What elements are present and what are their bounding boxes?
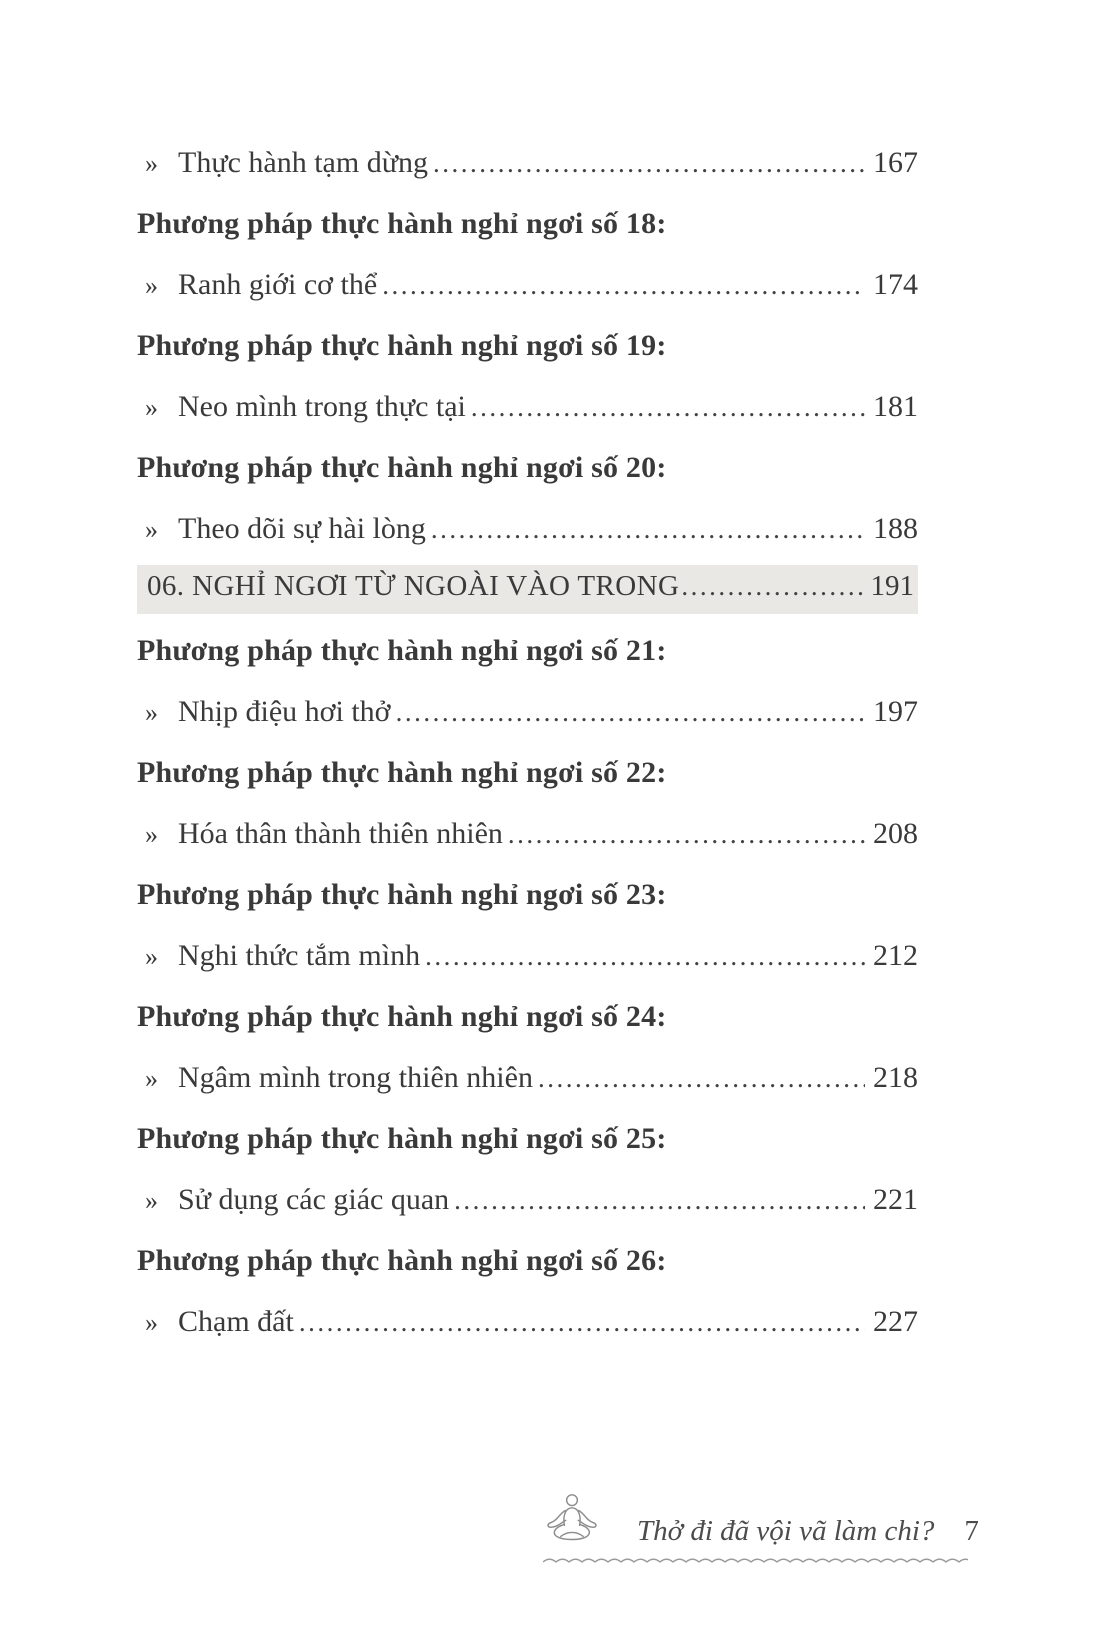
toc-entry-row (137, 498, 918, 559)
table-of-contents (137, 132, 918, 1352)
toc-entry-label: Neo mình trong thực tại (178, 390, 466, 423)
toc-section-heading-row (137, 620, 918, 681)
bullet-icon: » (145, 515, 158, 544)
dot-leader (382, 255, 865, 320)
toc-section-heading-row (137, 742, 918, 803)
toc-entry-label: Thực hành tạm dừng (178, 146, 428, 179)
toc-entry-page-number: 218 (873, 1061, 918, 1094)
dot-leader (433, 133, 865, 198)
page-footer (543, 1498, 979, 1566)
dot-leader (431, 499, 865, 564)
book-tagline: Thở đi đã vội vã làm chi? (637, 1515, 935, 1547)
toc-section-heading-row (137, 986, 918, 1047)
toc-entry-page-number: 197 (873, 695, 918, 728)
dot-leader (508, 804, 865, 869)
bullet-icon: » (145, 271, 158, 300)
bullet-icon: » (145, 1064, 158, 1093)
toc-entry-row (137, 1047, 918, 1108)
toc-entry-label: Ngâm mình trong thiên nhiên (178, 1061, 533, 1094)
footer-row (543, 1498, 979, 1550)
toc-entry-row (137, 803, 918, 864)
dot-leader (471, 377, 865, 442)
bullet-icon: » (145, 820, 158, 849)
toc-section-heading-label: Phương pháp thực hành nghỉ ngơi số 22: (137, 756, 667, 789)
bullet-icon: » (145, 1308, 158, 1337)
toc-entry-row (137, 376, 918, 437)
toc-chapter-page-number: 191 (870, 570, 914, 602)
bullet-icon: » (145, 698, 158, 727)
toc-section-heading-row (137, 1230, 918, 1291)
toc-chapter-highlight (137, 565, 918, 614)
toc-entry-page-number: 167 (873, 146, 918, 179)
dot-leader (425, 926, 865, 991)
toc-entry-row (137, 1291, 918, 1352)
toc-section-heading-label: Phương pháp thực hành nghỉ ngơi số 26: (137, 1244, 667, 1277)
toc-entry-label: Ranh giới cơ thể (178, 268, 378, 301)
toc-entry-page-number: 227 (873, 1305, 918, 1338)
toc-chapter-row (137, 559, 918, 620)
toc-section-heading-row (137, 315, 918, 376)
toc-entry-row (137, 681, 918, 742)
toc-chapter-label: 06. NGHỈ NGƠI TỪ NGOÀI VÀO TRONG (147, 570, 680, 602)
toc-entry-row (137, 254, 918, 315)
dot-leader (454, 1170, 865, 1235)
toc-section-heading-label: Phương pháp thực hành nghỉ ngơi số 24: (137, 1000, 667, 1033)
toc-section-heading-row (137, 437, 918, 498)
toc-section-heading-label: Phương pháp thực hành nghỉ ngơi số 20: (137, 451, 667, 484)
toc-entry-page-number: 174 (873, 268, 918, 301)
bullet-icon: » (145, 393, 158, 422)
toc-entry-row (137, 925, 918, 986)
toc-section-heading-label: Phương pháp thực hành nghỉ ngơi số 18: (137, 207, 667, 240)
bullet-icon: » (145, 942, 158, 971)
toc-section-heading-label: Phương pháp thực hành nghỉ ngơi số 21: (137, 634, 667, 667)
toc-section-heading-row (137, 193, 918, 254)
toc-entry-row (137, 1169, 918, 1230)
toc-entry-page-number: 181 (873, 390, 918, 423)
toc-entry-page-number: 188 (873, 512, 918, 545)
toc-section-heading-label: Phương pháp thực hành nghỉ ngơi số 25: (137, 1122, 667, 1155)
toc-entry-row (137, 132, 918, 193)
dot-leader (299, 1292, 865, 1357)
toc-section-heading-label: Phương pháp thực hành nghỉ ngơi số 23: (137, 878, 667, 911)
meditation-icon (543, 1493, 601, 1550)
toc-entry-page-number: 208 (873, 817, 918, 850)
dot-leader (538, 1048, 865, 1113)
toc-entry-label: Hóa thân thành thiên nhiên (178, 817, 503, 850)
toc-entry-page-number: 221 (873, 1183, 918, 1216)
toc-entry-label: Nhịp điệu hơi thở (178, 695, 391, 728)
toc-section-heading-label: Phương pháp thực hành nghỉ ngơi số 19: (137, 329, 667, 362)
toc-entry-label: Chạm đất (178, 1305, 294, 1338)
toc-entry-label: Sử dụng các giác quan (178, 1183, 450, 1216)
wavy-divider (543, 1556, 968, 1566)
toc-entry-label: Theo dõi sự hài lòng (178, 512, 426, 545)
page-number: 7 (964, 1515, 979, 1547)
dot-leader (396, 682, 865, 747)
toc-entry-page-number: 212 (873, 939, 918, 972)
toc-section-heading-row (137, 864, 918, 925)
bullet-icon: » (145, 1186, 158, 1215)
toc-section-heading-row (137, 1108, 918, 1169)
bullet-icon: » (145, 149, 158, 178)
toc-entry-label: Nghi thức tắm mình (178, 939, 421, 972)
dot-leader (681, 565, 864, 612)
